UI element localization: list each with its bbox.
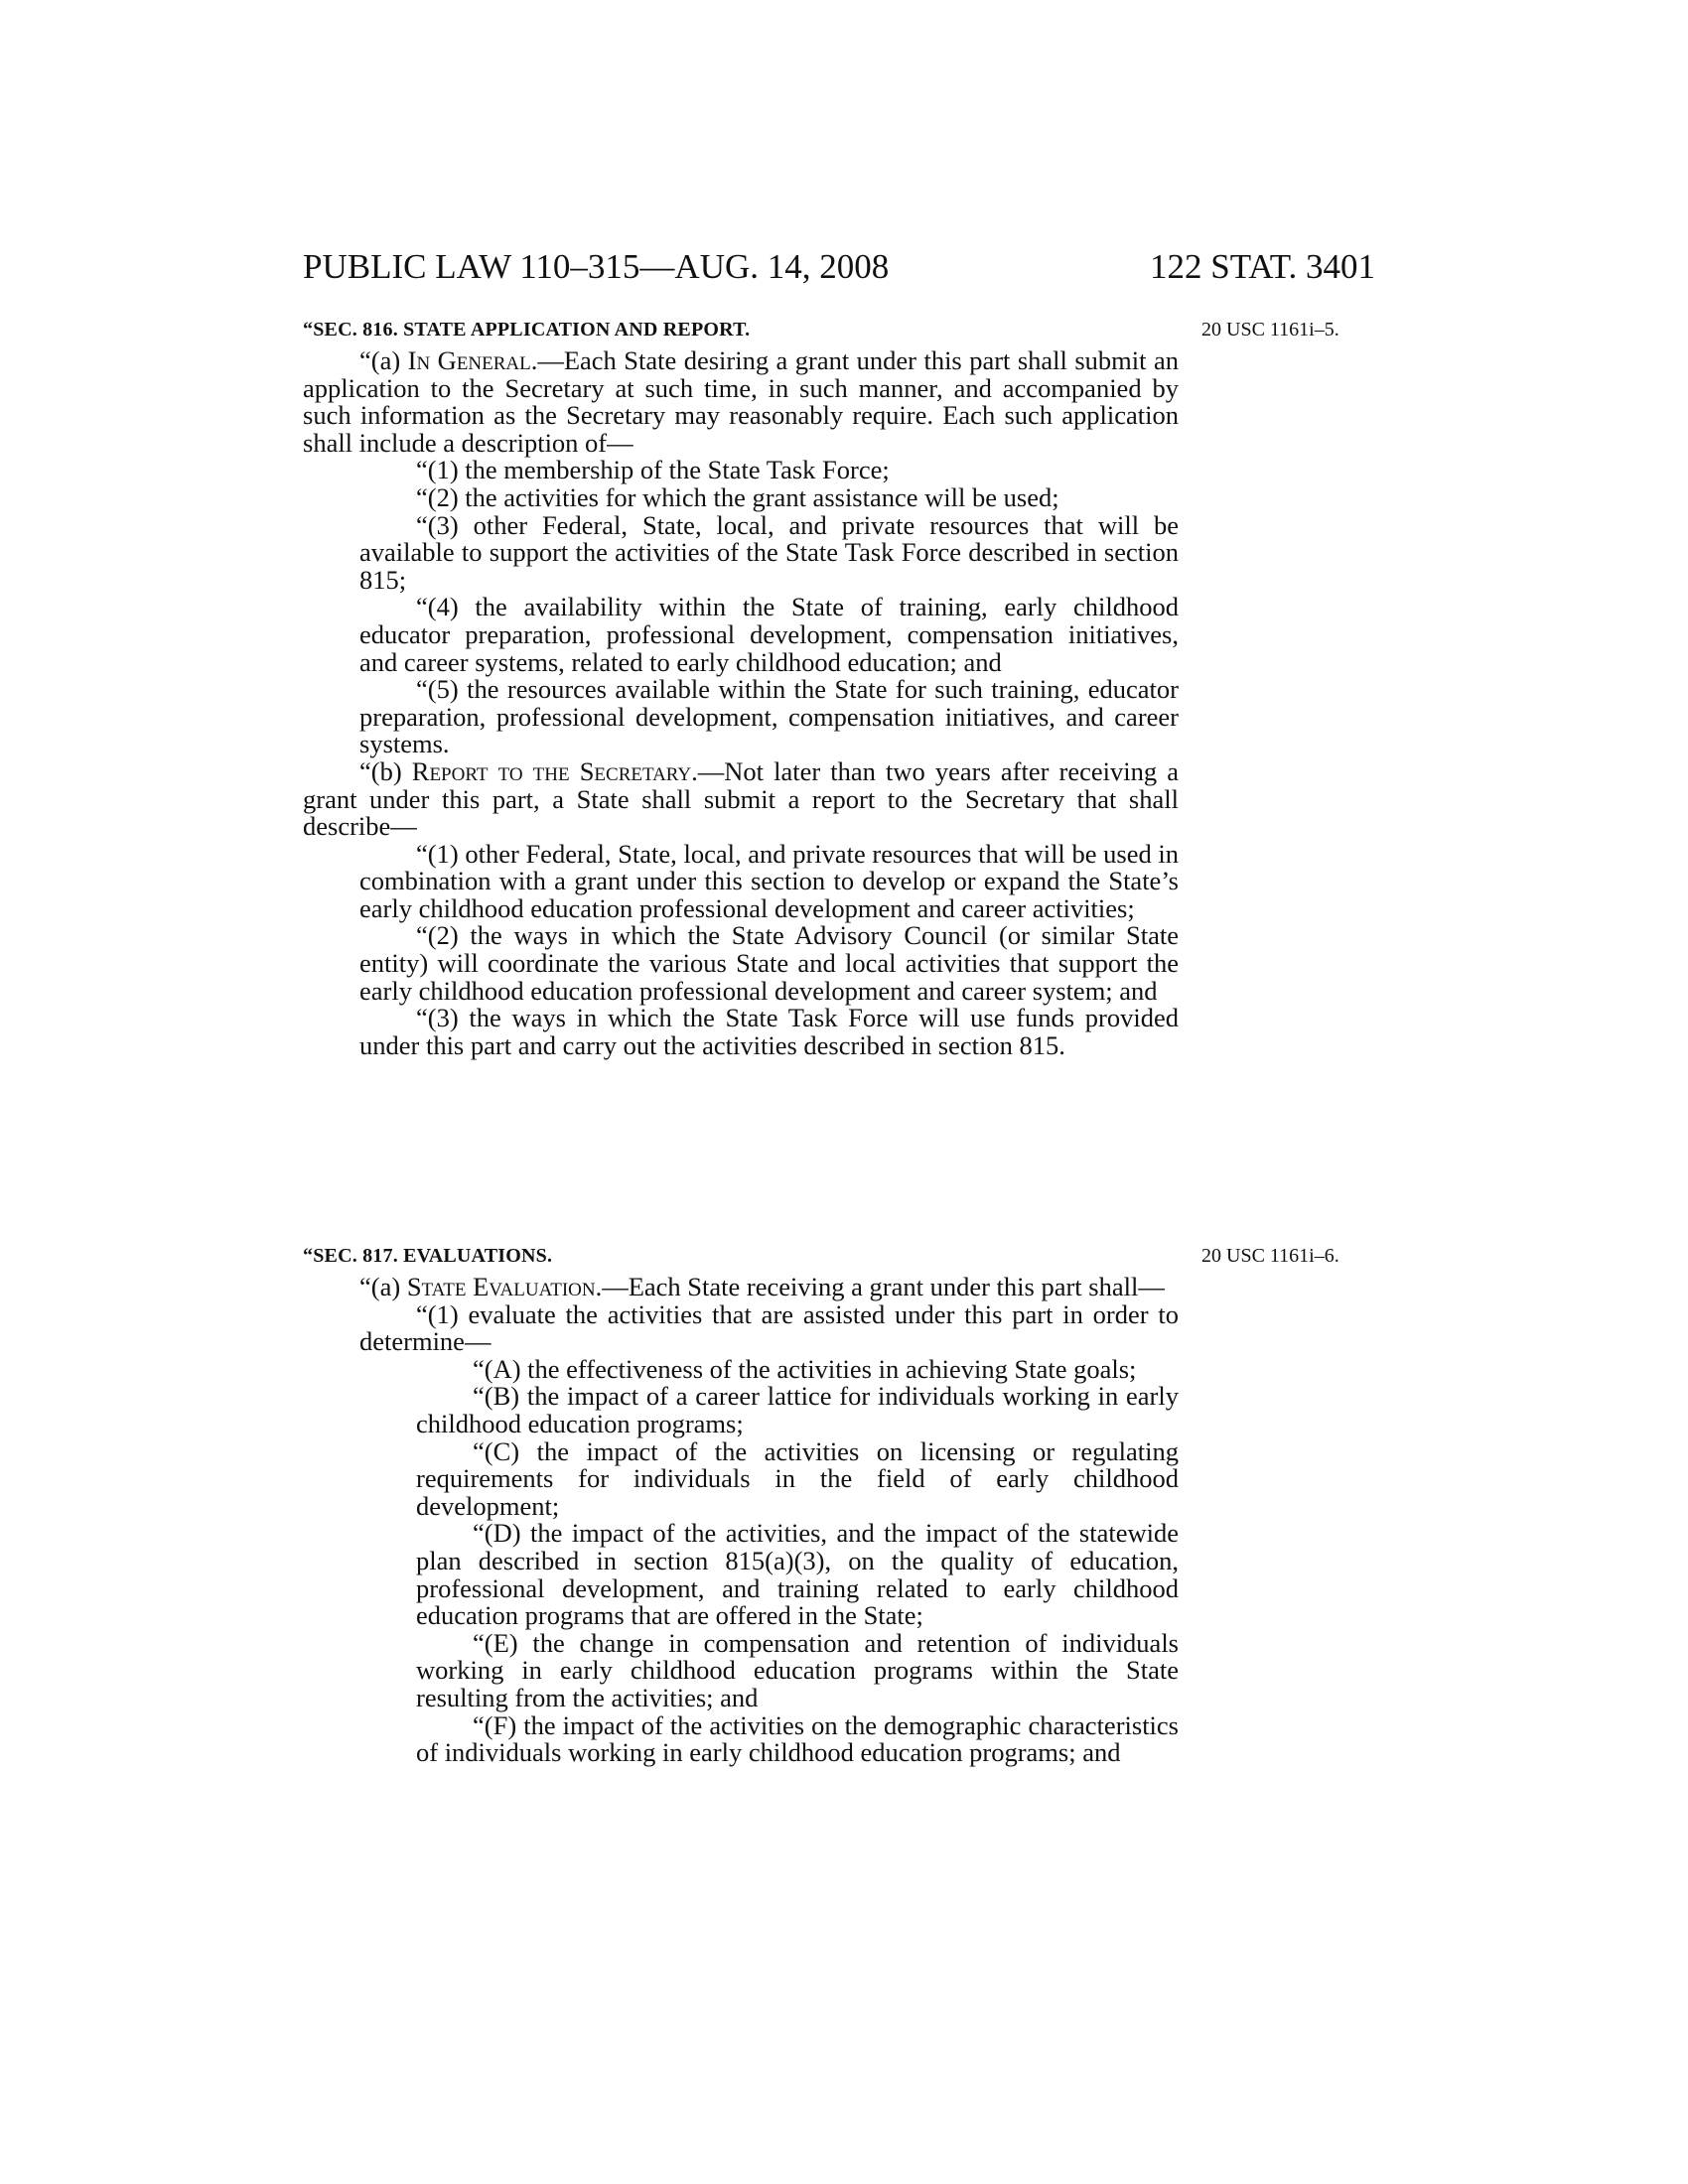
paragraph-item: “(3) the ways in which the State Task Force will use funds provided under this part and carry out the activities described in section 815. [359, 1003, 1179, 1060]
margin-note-usc-citation: 20 USC 1161i–5. [1201, 319, 1339, 341]
subsection-paragraph: “(b) Report to the Secretary.—Not later than two years after receiving a grant under this part, a State shall submit a report to the Secretary that shall describe— [303, 755, 1179, 842]
paragraph-item: “(2) the activities for which the grant assistance will be used; [416, 481, 1059, 512]
subparagraph-item: “(E) the change in compensation and retention of individuals working in early childhood education programs within the State resulting from the activities; and [416, 1627, 1179, 1712]
paragraph-item: “(4) the availability within the State of training, early childhood educator preparation, professional development, compensation initiatives, and career systems, related to early childhood education; and [359, 592, 1179, 677]
paragraph-item: “(1) the membership of the State Task Force; [416, 455, 890, 485]
margin-note-usc-citation: 20 USC 1161i–6. [1201, 1245, 1339, 1267]
paragraph-item: “(1) other Federal, State, local, and private resources that will be used in combination with a grant under this section to develop or expand the State’s early childhood education professional development and career activities; [359, 838, 1179, 923]
subparagraph-item: “(C) the impact of the activities on licensing or regulating requirements for individuals in the field of early childhood development; [416, 1435, 1179, 1521]
header-stat-page: 122 STAT. 3401 [1150, 247, 1375, 286]
subsection-paragraph: “(a) In General.—Each State desiring a grant under this part shall submit an application to the Secretary at such time, in such manner, and accompanied by such information as the Secretary may reasonably require. Each such application shall include a description of— [303, 345, 1179, 458]
header-public-law: PUBLIC LAW 110–315—AUG. 14, 2008 [303, 247, 890, 286]
running-header [303, 242, 1375, 292]
subparagraph-item: “(A) the effectiveness of the activities in achieving State goals; [473, 1353, 1137, 1384]
section-heading: “SEC. 816. STATE APPLICATION AND REPORT. [303, 319, 751, 341]
paragraph-item: “(5) the resources available within the State for such training, educator preparation, professional development, compensation initiatives, and career systems. [359, 674, 1179, 759]
paragraph-item: “(2) the ways in which the State Advisory Council (or similar State entity) will coordinate the various State and local activities that support the early childhood education professional development and career system; and [359, 920, 1179, 1006]
paragraph-item: “(1) evaluate the activities that are assisted under this part in order to determine— [359, 1298, 1179, 1357]
subsection-caption: Report to the Secretary [411, 755, 692, 786]
subparagraph-item: “(F) the impact of the activities on the demographic characteristics of individuals working in early childhood education programs; and [416, 1709, 1179, 1768]
section-heading: “SEC. 817. EVALUATIONS. [303, 1245, 553, 1267]
paragraph-item: “(3) other Federal, State, local, and private resources that will be available to support the activities of the State Task Force described in section 815; [359, 509, 1179, 595]
section-816 [303, 316, 1179, 1059]
section-817 [303, 1242, 1179, 1767]
subparagraph-item: “(B) the impact of a career lattice for individuals working in early childhood education programs; [416, 1381, 1179, 1438]
subsection-caption: State Evaluation [406, 1272, 596, 1301]
subsection-paragraph: “(a) State Evaluation.—Each State receiving a grant under this part shall— [359, 1272, 1165, 1301]
subsection-caption: In General [407, 345, 531, 375]
subparagraph-item: “(D) the impact of the activities, and the impact of the statewide plan described in section 815(a)(3), on the quality of education, professional development, and training related to early childhood education programs that are offered in the State; [416, 1518, 1179, 1631]
